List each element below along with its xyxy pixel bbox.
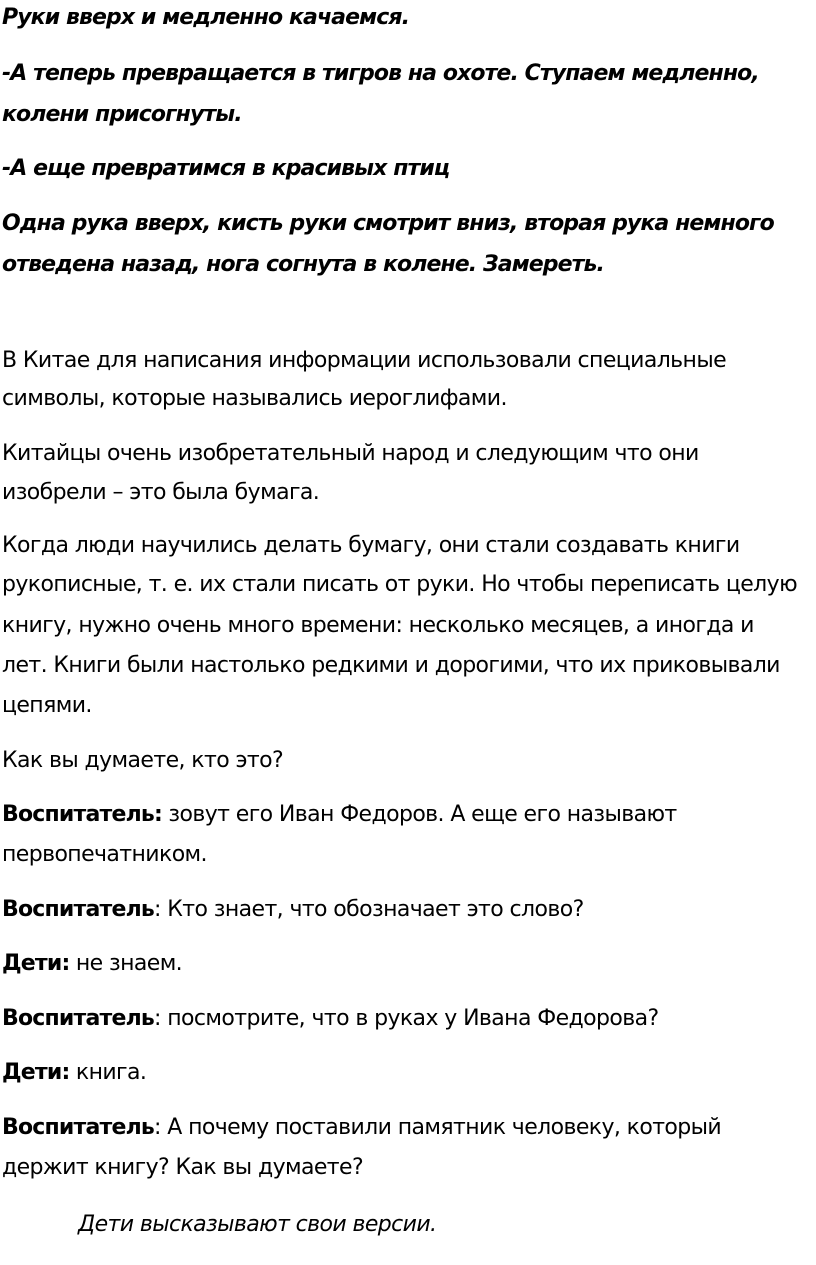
dialogue-line-1-continuation: первопечатником. [2, 842, 207, 867]
activity-line-5: Одна рука вверх, кисть руки смотрит вниз, вторая рука немного [2, 211, 774, 236]
activity-line-1: Руки вверх и медленно качаемся. [2, 5, 410, 30]
speech-text: не знаем. [69, 951, 183, 976]
question-line: Как вы думаете, кто это? [2, 748, 284, 773]
activity-line-4: -А еще превратимся в красивых птиц [2, 156, 450, 181]
speaker-label: Воспитатель [2, 897, 155, 922]
speaker-label: Воспитатель [2, 1115, 155, 1140]
dialogue-line-2 [2, 895, 584, 925]
dialogue-line-6 [2, 1113, 721, 1143]
dialogue-line-6-continuation: держит книгу? Как вы думаете? [2, 1155, 364, 1180]
dialogue-line-5 [2, 1058, 146, 1088]
activity-line-3: колени присогнуты. [2, 102, 242, 127]
paragraph-3-line-4: лет. Книги были настолько редкими и дорогими, что их приковывали [2, 653, 780, 678]
activity-line-6: отведена назад, нога согнута в колене. Замереть. [2, 252, 604, 277]
paragraph-3-line-1: Когда люди научились делать бумагу, они стали создавать книги [2, 533, 740, 558]
paragraph-1-line-2: символы, которые назывались иероглифами. [2, 386, 507, 411]
closing-note: Дети высказывают свои версии. [78, 1212, 437, 1237]
paragraph-3-line-5: цепями. [2, 693, 92, 718]
activity-line-2: -А теперь превращается в тигров на охоте. Ступаем медленно, [2, 61, 759, 86]
speech-text: зовут его Иван Федоров. А еще его называют [162, 802, 677, 827]
speaker-label: Дети: [2, 1060, 70, 1085]
dialogue-line-4 [2, 1004, 659, 1034]
speaker-label: Воспитатель [2, 1006, 155, 1031]
speech-text: : Кто знает, что обозначает это слово? [154, 897, 584, 922]
paragraph-2-line-2: изобрели – это была бумага. [2, 480, 320, 505]
paragraph-1-line-1: В Китае для написания информации использовали специальные [2, 348, 727, 373]
speech-text: книга. [69, 1060, 147, 1085]
dialogue-line-1 [2, 800, 677, 830]
speech-text: : А почему поставили памятник человеку, который [154, 1115, 722, 1140]
speech-text: : посмотрите, что в руках у Ивана Федорова? [154, 1006, 659, 1031]
speaker-label: Воспитатель: [2, 802, 163, 827]
paragraph-3-line-3: книгу, нужно очень много времени: несколько месяцев, а иногда и [2, 613, 754, 638]
speaker-label: Дети: [2, 951, 70, 976]
paragraph-3-line-2: рукописные, т. е. их стали писать от руки. Но чтобы переписать целую [2, 572, 797, 597]
dialogue-line-3 [2, 949, 182, 979]
paragraph-2-line-1: Китайцы очень изобретательный народ и следующим что они [2, 441, 699, 466]
